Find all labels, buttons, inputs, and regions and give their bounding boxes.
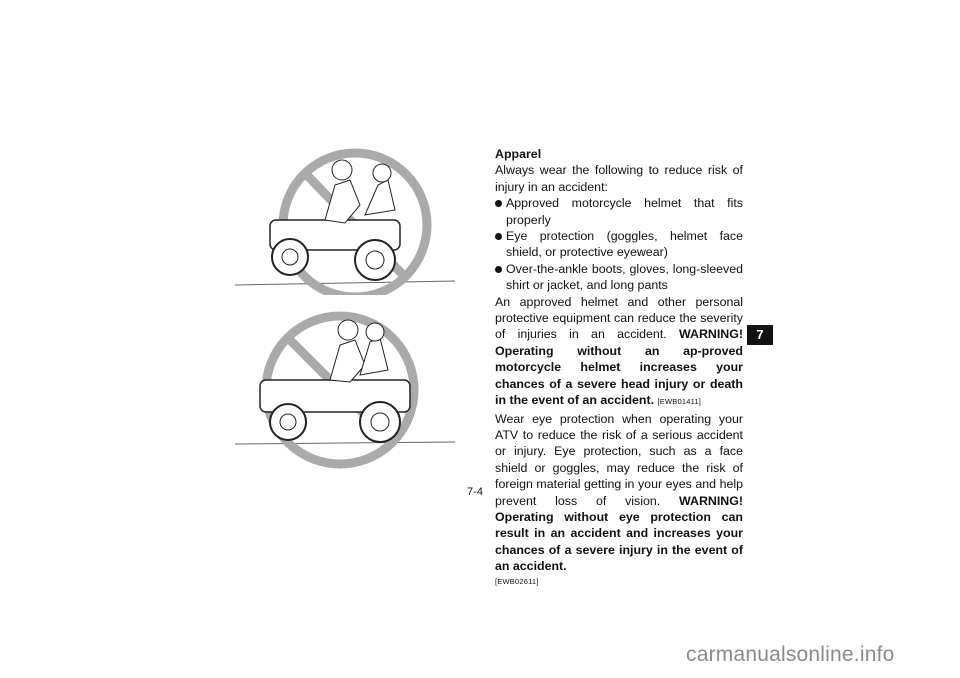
eye-protection-paragraph — [495, 411, 743, 575]
no-helmet-atv-prohibited-icon — [235, 153, 455, 295]
helmet-warning: WARNING! Operating without an ap-proved motorcycle helmet increases your chances of a severe head injury or death in the event of an accident. — [495, 327, 743, 408]
watermark: carmanualsonline.info — [686, 643, 895, 666]
list-item: Approved motorcycle helmet that fits properly — [495, 195, 743, 228]
eye-protection-warning: WARNING! Operating without eye protection can result in an accident and increases your chances of a severe injury in the event of an accident. — [495, 493, 743, 574]
apparel-section — [495, 146, 743, 589]
list-item: Over-the-ankle boots, gloves, long-sleeved shirt or jacket, and long pants — [495, 261, 743, 294]
chapter-tab: 7 — [747, 325, 773, 345]
page-number: 7-4 — [467, 486, 483, 498]
apparel-list — [495, 195, 743, 293]
helmet-paragraph — [495, 294, 743, 411]
warning-code: [EWB02611] — [495, 576, 539, 586]
list-item: Eye protection (goggles, helmet face shield, or protective eyewear) — [495, 228, 743, 261]
section-heading: Apparel — [495, 147, 542, 161]
atv-without-helmet-illustration — [230, 145, 460, 295]
no-eye-protection-atv-prohibited-icon — [235, 316, 455, 464]
warning-code: [EWB01411] — [657, 397, 702, 407]
eye-protection-text: Wear eye protection when operating your ATV to reduce the risk of a serious accident or injury. Eye protection, such as a face shield or goggles, may reduce the risk of foreign material getting in your eyes and help prevent loss of vision. — [495, 411, 743, 508]
helmet-text: An approved helmet and other personal protective equipment can reduce the severity of injuries in an accident. — [495, 294, 743, 342]
atv-without-eye-protection-illustration — [230, 310, 460, 475]
intro-text: Always wear the following to reduce risk of injury in an accident: — [495, 163, 743, 194]
